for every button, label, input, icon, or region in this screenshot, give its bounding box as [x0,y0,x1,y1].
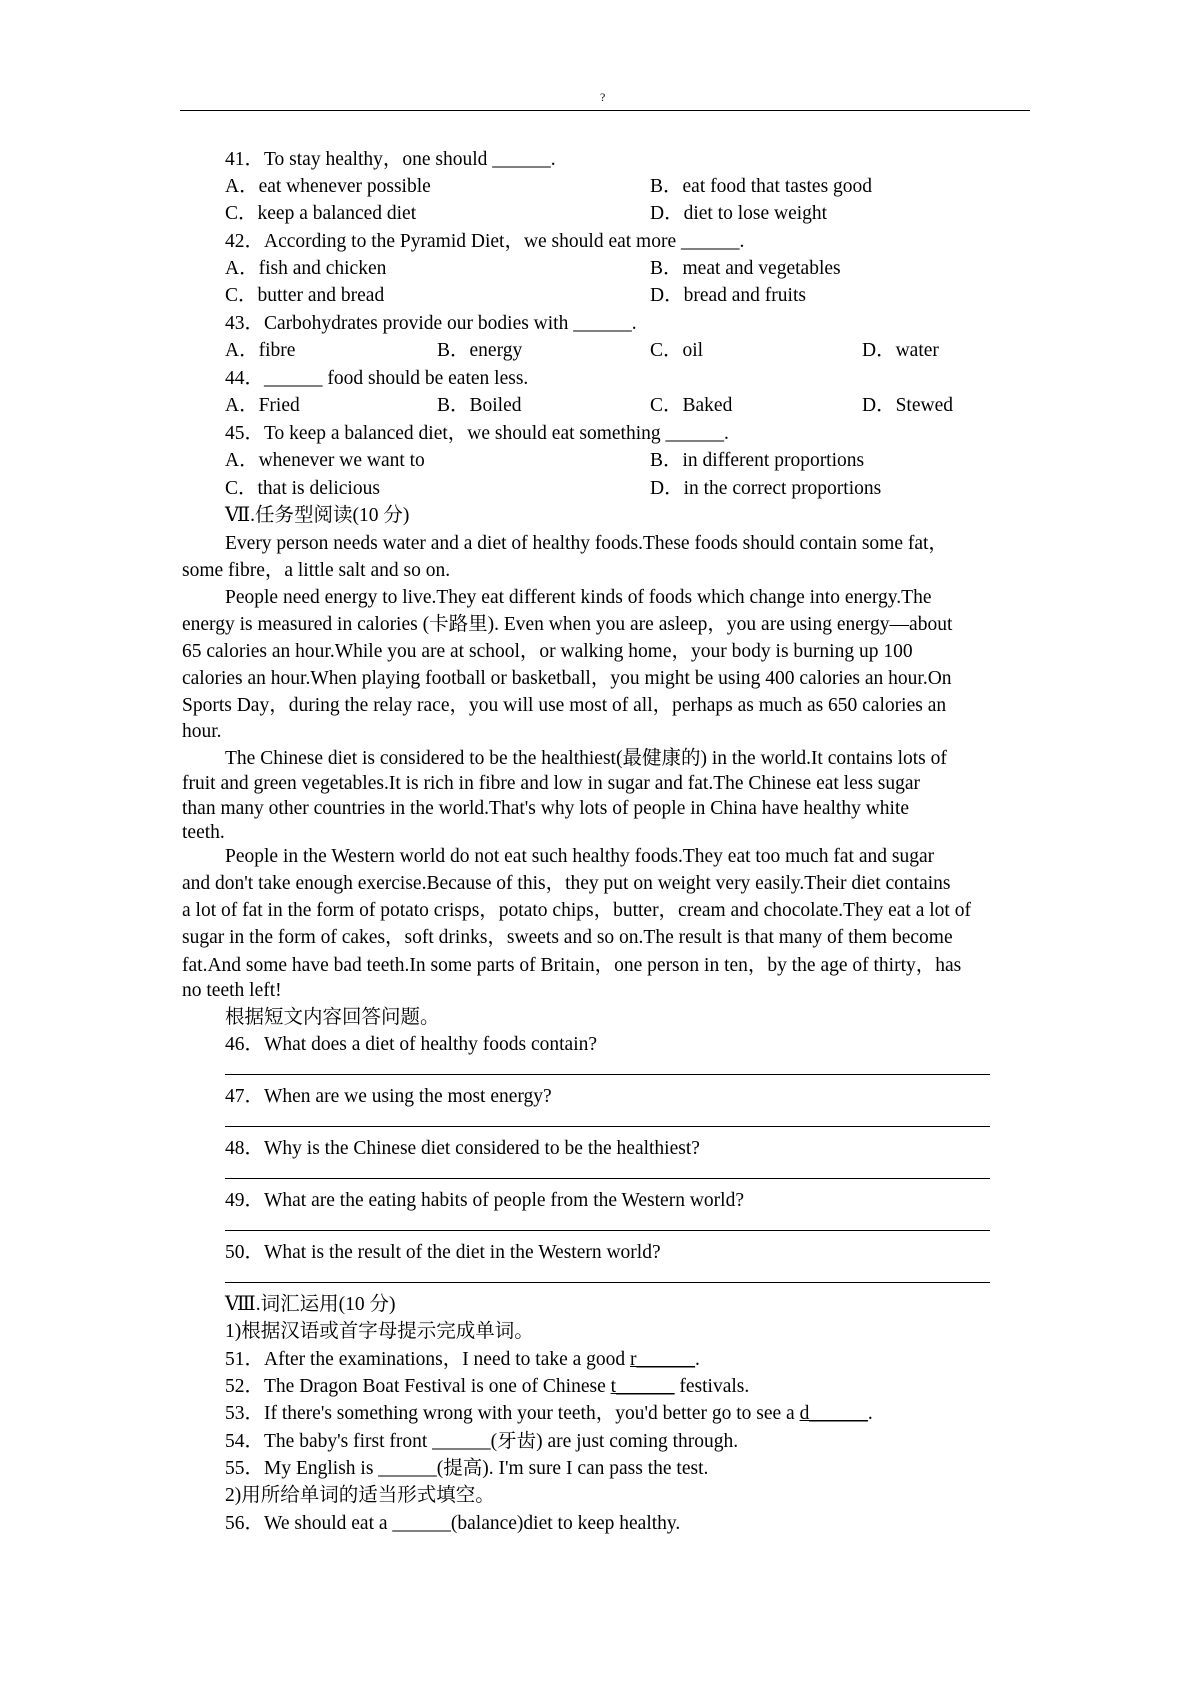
q53-blank[interactable]: d______ [799,1403,868,1424]
passage-line: calories an hour.When playing football or basketball，you might be using 400 calories an hour.On [182,668,952,689]
question-42: 42．According to the Pyramid Diet，we should eat more ______. [225,231,745,252]
section-7-title: Ⅶ.任务型阅读(10 分) [225,505,410,526]
answer-line-46[interactable] [225,1074,990,1075]
q52-text: 52．The Dragon Boat Festival is one of Chinese [225,1376,611,1397]
q43-option-c: C．oil [650,340,704,361]
q43-option-a: A．fibre [225,340,296,361]
header-mark: ? [600,90,606,104]
passage-line: 65 calories an hour.While you are at school，or walking home，your body is burning up 100 [182,641,913,662]
passage-line: than many other countries in the world.That's why lots of people in China have healthy white [182,798,910,819]
question-50: 50．What is the result of the diet in the Western world? [225,1242,661,1263]
q44-option-a: A．Fried [225,395,300,416]
passage-line: hour. [182,721,222,742]
section-7-instruction: 根据短文内容回答问题。 [225,1007,440,1028]
q51-text: 51．After the examinations，I need to take a good [225,1349,631,1370]
question-41: 41．To stay healthy，one should ______. [225,149,556,170]
question-45: 45．To keep a balanced diet，we should eat something ______. [225,423,729,444]
section-8-part-1: 1)根据汉语或首字母提示完成单词。 [225,1321,534,1342]
question-46: 46．What does a diet of healthy foods contain? [225,1034,598,1055]
answer-line-50[interactable] [225,1282,990,1283]
passage-line: teeth. [182,822,225,843]
passage-line: fruit and green vegetables.It is rich in fibre and low in sugar and fat.The Chinese eat less sugar [182,773,921,794]
passage-line: energy is measured in calories (卡路里). Even when you are asleep，you are using energy—about [182,614,953,635]
passage-line: Sports Day，during the relay race，you will use most of all，perhaps as much as 650 calories an [182,695,947,716]
section-8-part-2: 2)用所给单词的适当形式填空。 [225,1485,495,1506]
q51-blank[interactable]: r______ [630,1349,696,1370]
question-54: 54．The baby's first front ______(牙齿) are just coming through. [225,1431,739,1452]
q45-option-b: B．in different proportions [650,450,865,471]
q42-option-c: C．butter and bread [225,285,385,306]
answer-line-47[interactable] [225,1126,990,1127]
question-47: 47．When are we using the most energy? [225,1086,552,1107]
passage-line: sugar in the form of cakes，soft drinks，sweets and so on.The result is that many of them become [182,927,953,948]
q42-option-d: D．bread and fruits [650,285,806,306]
q41-option-a: A．eat whenever possible [225,176,431,197]
section-8-title: Ⅷ.词汇运用(10 分) [225,1294,396,1315]
passage-line: Every person needs water and a diet of healthy foods.These foods should contain some fat， [225,533,948,554]
passage-line: no teeth left! [182,980,282,1001]
q44-option-d: D．Stewed [862,395,953,416]
header-rule [180,110,1030,111]
q43-option-d: D．water [862,340,939,361]
passage-line: some fibre，a little salt and so on. [182,560,451,581]
q43-option-b: B．energy [437,340,523,361]
q41-option-d: D．diet to lose weight [650,203,828,224]
question-56: 56．We should eat a ______(balance)diet to keep healthy. [225,1513,681,1534]
answer-line-49[interactable] [225,1230,990,1231]
question-43: 43．Carbohydrates provide our bodies with ______. [225,313,637,334]
q42-option-a: A．fish and chicken [225,258,387,279]
question-44: 44．______ food should be eaten less. [225,368,529,389]
q41-option-b: B．eat food that tastes good [650,176,873,197]
question-55: 55．My English is ______(提高). I'm sure I can pass the test. [225,1458,709,1479]
q52-blank[interactable]: t______ [610,1376,675,1397]
passage-line: and don't take enough exercise.Because of this，they put on weight very easily.Their diet contains [182,873,951,894]
passage-line: a lot of fat in the form of potato crisps，potato chips，butter，cream and chocolate.They eat a lot of [182,900,971,921]
q41-option-c: C．keep a balanced diet [225,203,417,224]
q53-end: . [867,1403,873,1424]
q51-end: . [695,1349,700,1370]
q52-end: festivals. [674,1376,750,1397]
q53-text: 53．If there's something wrong with your teeth，you'd better go to see a [225,1403,800,1424]
q45-option-d: D．in the correct proportions [650,478,882,499]
question-52 [225,1375,749,1399]
passage-line: People in the Western world do not eat such healthy foods.They eat too much fat and sugar [225,846,935,867]
passage-line: The Chinese diet is considered to be the healthiest(最健康的) in the world.It contains lots of [225,748,947,769]
q42-option-b: B．meat and vegetables [650,258,841,279]
q45-option-a: A．whenever we want to [225,450,425,471]
q45-option-c: C．that is delicious [225,478,380,499]
passage-line: People need energy to live.They eat different kinds of foods which change into energy.The [225,587,932,608]
q44-option-b: B．Boiled [437,395,522,416]
question-53 [225,1402,873,1426]
question-49: 49．What are the eating habits of people from the Western world? [225,1190,744,1211]
passage-line: fat.And some have bad teeth.In some parts of Britain，one person in ten，by the age of thirty，has [182,955,962,976]
q44-option-c: C．Baked [650,395,733,416]
question-51 [225,1348,700,1372]
answer-line-48[interactable] [225,1178,990,1179]
question-48: 48．Why is the Chinese diet considered to be the healthiest? [225,1138,700,1159]
